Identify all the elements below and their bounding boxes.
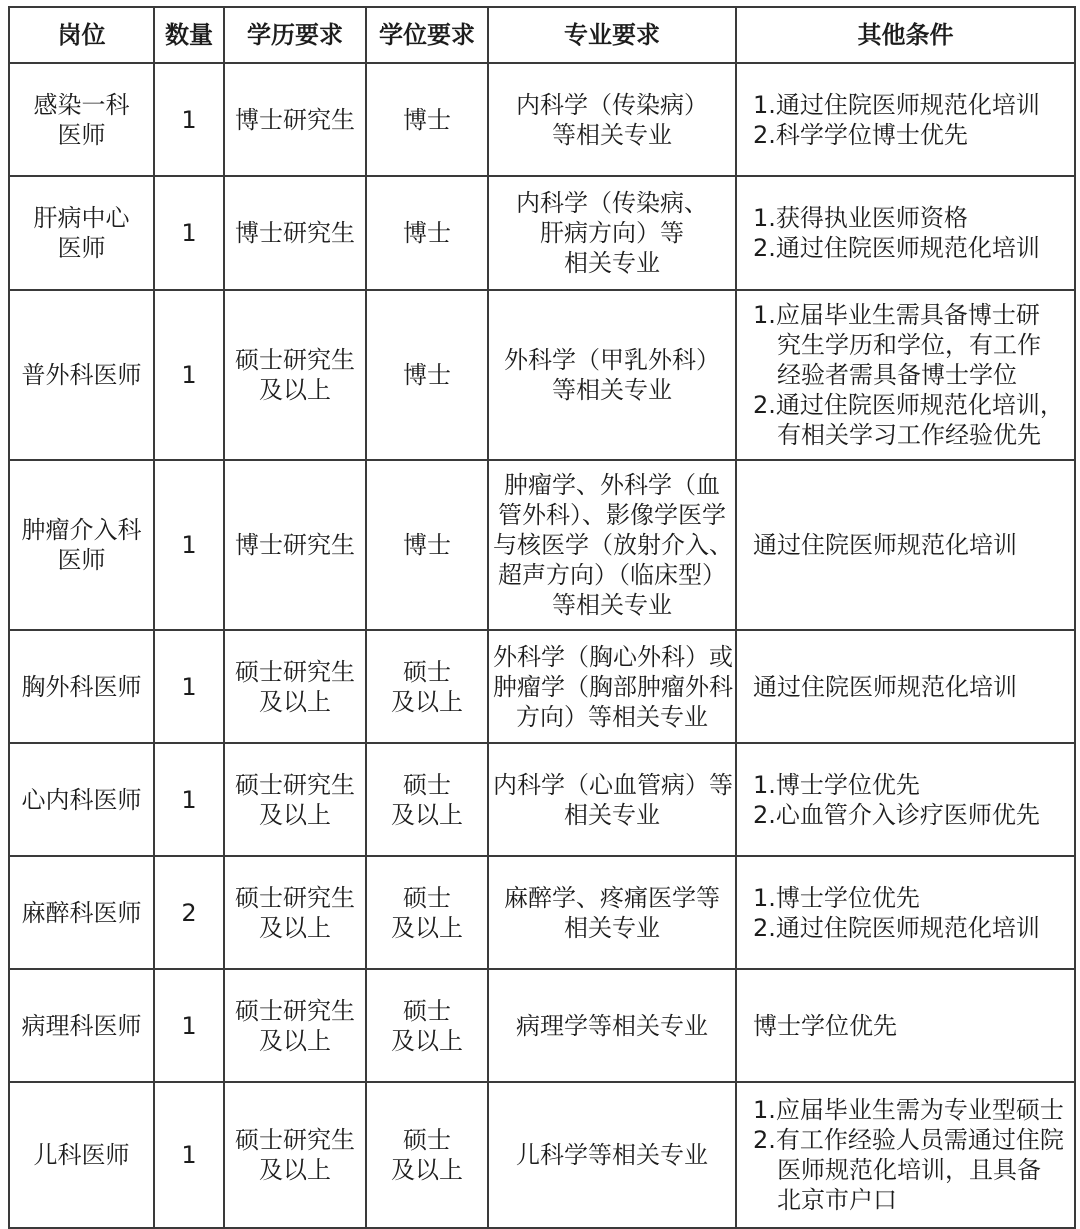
cell-major xyxy=(488,176,736,290)
cell-post xyxy=(9,176,154,290)
cell-degree-line: 硕士 xyxy=(403,657,451,686)
cell-post-line: 肿瘤介入科 xyxy=(21,516,142,544)
cell-other xyxy=(736,969,1075,1082)
cell-other-line: 北京市户口 xyxy=(777,1186,897,1214)
cell-major-line: 病理学等相关专业 xyxy=(516,1011,708,1040)
cell-degree-line: 及以上 xyxy=(391,1026,463,1055)
cell-major-line: 相关专业 xyxy=(564,800,660,829)
table-row xyxy=(9,969,1075,1082)
cell-post-line: 感染一科 xyxy=(33,90,130,119)
cell-degree xyxy=(366,969,488,1082)
header-major: 专业要求 xyxy=(488,7,736,63)
cell-other-line: 通过住院医师规范化培训 xyxy=(753,531,1017,559)
cell-education-line: 硕士研究生 xyxy=(235,1126,355,1154)
cell-post-line: 心内科医师 xyxy=(21,785,142,814)
cell-other-line: 2.通过住院医师规范化培训， xyxy=(753,391,1064,419)
table-row xyxy=(9,460,1075,630)
cell-other-line: 通过住院医师规范化培训 xyxy=(753,672,1017,701)
cell-major xyxy=(488,1082,736,1228)
cell-education-line: 博士研究生 xyxy=(235,219,355,247)
cell-degree xyxy=(366,460,488,630)
header-post: 岗位 xyxy=(9,7,154,63)
cell-education xyxy=(224,969,366,1082)
cell-education xyxy=(224,176,366,290)
cell-post-line: 病理科医师 xyxy=(21,1011,142,1040)
cell-post-line: 医师 xyxy=(57,234,106,262)
cell-education-line: 硕士研究生 xyxy=(235,657,355,686)
cell-major xyxy=(488,969,736,1082)
table-row xyxy=(9,176,1075,290)
cell-post-line: 儿科医师 xyxy=(33,1141,130,1169)
cell-post xyxy=(9,630,154,743)
cell-major-line: 与核医学（放射介入、 xyxy=(493,531,733,559)
cell-degree xyxy=(366,1082,488,1228)
cell-degree xyxy=(366,290,488,460)
cell-count: 2 xyxy=(154,856,224,969)
cell-other-line: 1.获得执业医师资格 xyxy=(753,204,968,232)
cell-major-line: 相关专业 xyxy=(564,249,660,277)
cell-education-line: 及以上 xyxy=(259,800,331,829)
cell-major-line: 内科学（心血管病）等 xyxy=(493,770,733,799)
cell-major-line: 外科学（胸心外科）或 xyxy=(493,642,733,671)
cell-major xyxy=(488,743,736,856)
cell-degree-line: 及以上 xyxy=(391,1156,463,1184)
table-row xyxy=(9,743,1075,856)
cell-post xyxy=(9,1082,154,1228)
cell-other xyxy=(736,630,1075,743)
cell-education-line: 硕士研究生 xyxy=(235,770,355,799)
cell-major-line: 肝病方向）等 xyxy=(540,219,684,247)
cell-post xyxy=(9,290,154,460)
cell-degree xyxy=(366,176,488,290)
cell-post-line: 医师 xyxy=(57,120,106,149)
cell-major-line: 等相关专业 xyxy=(552,376,672,404)
cell-degree-line: 硕士 xyxy=(403,996,451,1025)
cell-degree-line: 博士 xyxy=(403,105,451,134)
cell-post xyxy=(9,743,154,856)
cell-other-line: 1.博士学位优先 xyxy=(753,770,920,799)
cell-major-line: 相关专业 xyxy=(564,913,660,942)
cell-other xyxy=(736,290,1075,460)
cell-education xyxy=(224,743,366,856)
cell-other-line: 2.通过住院医师规范化培训 xyxy=(753,234,1040,262)
cell-post xyxy=(9,460,154,630)
cell-count: 1 xyxy=(154,1082,224,1228)
cell-other-line: 1.应届毕业生需为专业型硕士 xyxy=(753,1096,1064,1124)
header-other: 其他条件 xyxy=(736,7,1075,63)
cell-count: 1 xyxy=(154,969,224,1082)
cell-education-line: 博士研究生 xyxy=(235,105,355,134)
cell-post-line: 胸外科医师 xyxy=(21,672,142,701)
cell-major-line: 儿科学等相关专业 xyxy=(516,1141,708,1169)
cell-degree-line: 硕士 xyxy=(403,883,451,912)
cell-major xyxy=(488,63,736,176)
cell-other-line: 2.科学学位博士优先 xyxy=(753,120,968,149)
header-count: 数量 xyxy=(154,7,224,63)
cell-major xyxy=(488,290,736,460)
cell-education-line: 及以上 xyxy=(259,376,331,404)
cell-major-line: 内科学（传染病、 xyxy=(516,189,708,217)
table-row xyxy=(9,290,1075,460)
cell-degree-line: 及以上 xyxy=(391,687,463,716)
cell-other-line: 2.心血管介入诊疗医师优先 xyxy=(753,800,1040,829)
cell-degree-line: 硕士 xyxy=(403,1126,451,1154)
cell-major-line: 管外科）、影像学医学 xyxy=(498,501,726,529)
cell-education-line: 及以上 xyxy=(259,1156,331,1184)
table-row xyxy=(9,856,1075,969)
cell-count: 1 xyxy=(154,460,224,630)
cell-major-line: 外科学（甲乳外科） xyxy=(504,346,720,374)
cell-major-line: 内科学（传染病） xyxy=(516,90,708,119)
cell-count: 1 xyxy=(154,176,224,290)
cell-degree-line: 博士 xyxy=(403,361,451,389)
cell-post xyxy=(9,63,154,176)
cell-degree xyxy=(366,743,488,856)
header-degree: 学位要求 xyxy=(366,7,488,63)
cell-post-line: 麻醉科医师 xyxy=(21,898,142,927)
cell-major-line: 等相关专业 xyxy=(552,591,672,619)
cell-education xyxy=(224,1082,366,1228)
header-education: 学历要求 xyxy=(224,7,366,63)
cell-degree-line: 博士 xyxy=(403,531,451,559)
cell-other-line: 2.有工作经验人员需通过住院 xyxy=(753,1126,1064,1154)
cell-major-line: 肿瘤学（胸部肿瘤外科 xyxy=(493,672,733,701)
table-body xyxy=(9,63,1075,1228)
cell-post-line: 肝病中心 xyxy=(33,204,130,232)
cell-degree-line: 硕士 xyxy=(403,770,451,799)
cell-major xyxy=(488,630,736,743)
cell-post-line: 医师 xyxy=(57,546,106,574)
cell-other-line: 医师规范化培训，且具备 xyxy=(777,1156,1041,1184)
cell-education-line: 硕士研究生 xyxy=(235,346,355,374)
cell-post-line: 普外科医师 xyxy=(21,361,142,389)
cell-education xyxy=(224,630,366,743)
cell-major-line: 等相关专业 xyxy=(552,120,672,149)
cell-major-line: 麻醉学、疼痛医学等 xyxy=(504,883,720,912)
cell-post xyxy=(9,969,154,1082)
cell-other-line: 1.博士学位优先 xyxy=(753,883,920,912)
table-row xyxy=(9,630,1075,743)
cell-major xyxy=(488,856,736,969)
cell-education xyxy=(224,856,366,969)
cell-other xyxy=(736,856,1075,969)
cell-other xyxy=(736,63,1075,176)
cell-degree xyxy=(366,856,488,969)
cell-major-line: 肿瘤学、外科学（血 xyxy=(504,471,720,499)
recruitment-table xyxy=(8,6,1076,1229)
cell-other xyxy=(736,176,1075,290)
cell-other-line: 1.应届毕业生需具备博士研 xyxy=(753,301,1040,329)
cell-other-line: 2.通过住院医师规范化培训 xyxy=(753,913,1040,942)
cell-count: 1 xyxy=(154,290,224,460)
cell-other-line: 有相关学习工作经验优先 xyxy=(777,421,1041,449)
cell-major-line: 超声方向）（临床型） xyxy=(498,561,726,589)
cell-post xyxy=(9,856,154,969)
cell-education xyxy=(224,290,366,460)
cell-count: 1 xyxy=(154,630,224,743)
cell-education xyxy=(224,63,366,176)
table-row xyxy=(9,63,1075,176)
cell-major xyxy=(488,460,736,630)
cell-other-line: 经验者需具备博士学位 xyxy=(777,361,1017,389)
cell-count: 1 xyxy=(154,63,224,176)
cell-degree-line: 博士 xyxy=(403,219,451,247)
cell-education-line: 硕士研究生 xyxy=(235,996,355,1025)
cell-education xyxy=(224,460,366,630)
cell-education-line: 及以上 xyxy=(259,913,331,942)
cell-other xyxy=(736,743,1075,856)
cell-education-line: 及以上 xyxy=(259,1026,331,1055)
cell-degree-line: 及以上 xyxy=(391,800,463,829)
cell-major-line: 方向）等相关专业 xyxy=(516,702,708,731)
cell-degree-line: 及以上 xyxy=(391,913,463,942)
cell-other xyxy=(736,460,1075,630)
cell-education-line: 硕士研究生 xyxy=(235,883,355,912)
cell-degree xyxy=(366,630,488,743)
cell-other xyxy=(736,1082,1075,1228)
cell-degree xyxy=(366,63,488,176)
cell-education-line: 及以上 xyxy=(259,687,331,716)
table-row xyxy=(9,1082,1075,1228)
cell-other-line: 究生学历和学位，有工作 xyxy=(777,331,1041,359)
cell-other-line: 1.通过住院医师规范化培训 xyxy=(753,90,1040,119)
cell-education-line: 博士研究生 xyxy=(235,531,355,559)
header-row xyxy=(9,7,1075,63)
cell-count: 1 xyxy=(154,743,224,856)
cell-other-line: 博士学位优先 xyxy=(753,1011,897,1040)
